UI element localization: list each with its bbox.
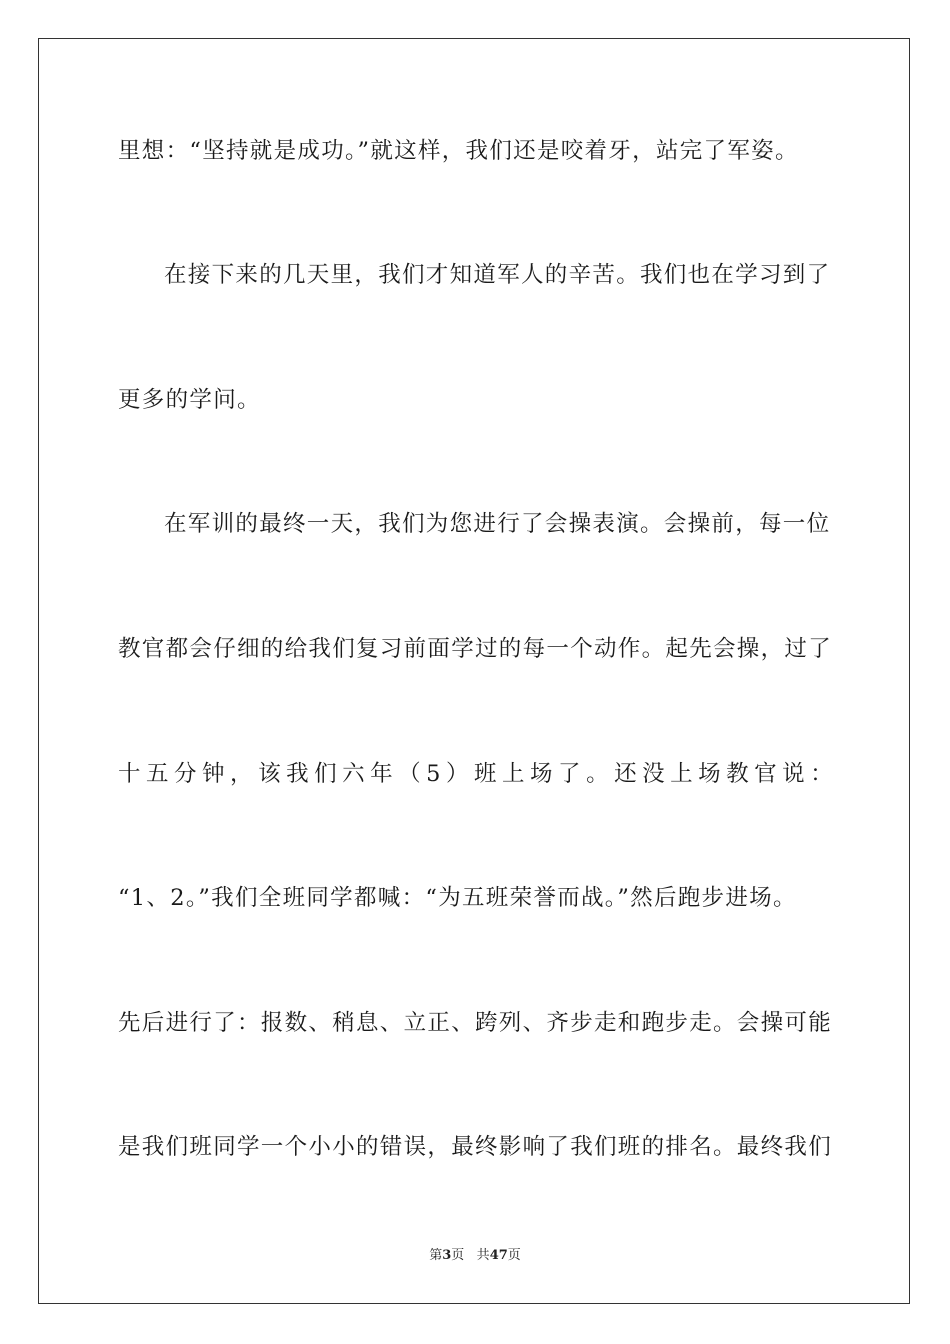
- footer-page-prefix: 第: [429, 1248, 443, 1263]
- page-border: [38, 38, 910, 1304]
- text-line-7: “1、2。”我们全班同学都喊：“为五班荣誉而战。”然后跑步进场。: [118, 885, 797, 911]
- footer-page-suffix: 页: [451, 1248, 465, 1263]
- footer-total-pages: 47: [489, 1248, 508, 1263]
- footer-page-number: 3: [442, 1248, 452, 1263]
- page-footer: [0, 1247, 950, 1265]
- footer-total-prefix: 共: [476, 1248, 490, 1263]
- footer-total-suffix: 页: [507, 1248, 521, 1263]
- text-line-5: 教官都会仔细的给我们复习前面学过的每一个动作。起先会操，过了: [118, 636, 833, 662]
- text-line-3: 更多的学问。: [118, 387, 261, 413]
- text-line-9: 是我们班同学一个小小的错误，最终影响了我们班的排名。最终我们: [118, 1134, 833, 1160]
- text-line-1: 里想：“坚持就是成功。”就这样，我们还是咬着牙，站完了军姿。: [118, 138, 799, 164]
- text-line-4: 在军训的最终一天，我们为您进行了会操表演。会操前，每一位: [164, 511, 831, 537]
- text-line-2: 在接下来的几天里，我们才知道军人的辛苦。我们也在学习到了: [164, 262, 831, 288]
- text-line-6: 十五分钟，该我们六年（5）班上场了。还没上场教官说：: [118, 761, 834, 787]
- text-line-8: 先后进行了：报数、稍息、立正、跨列、齐步走和跑步走。会操可能: [118, 1010, 833, 1036]
